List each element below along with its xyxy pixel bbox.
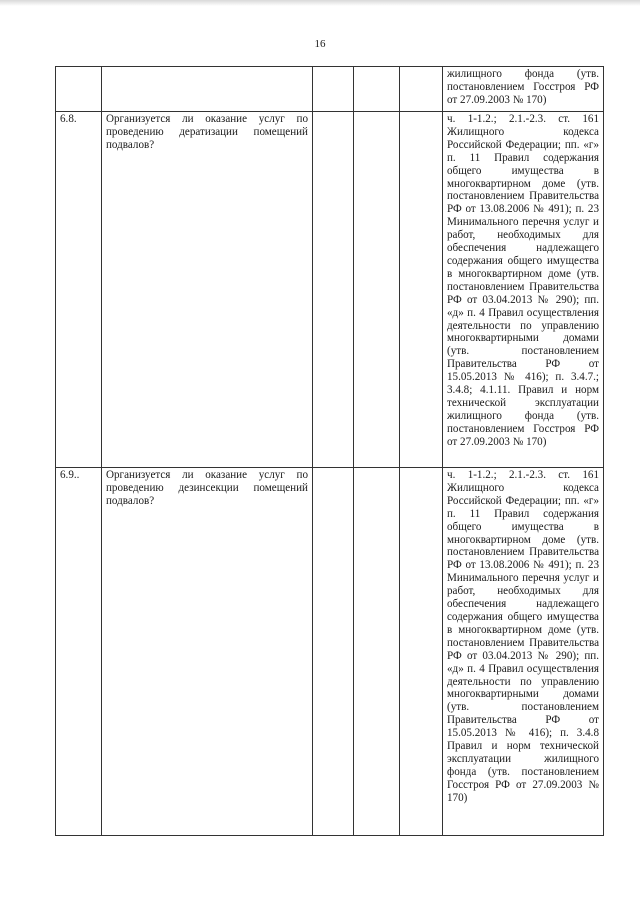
question-text: Организуется ли оказание услуг по проведению дезинсекции помещений подвалов? <box>102 468 313 836</box>
answer-yes-cell <box>313 468 354 836</box>
answer-no-cell <box>354 468 400 836</box>
item-number: 6.8. <box>56 112 102 468</box>
page-number: 16 <box>314 38 326 50</box>
answer-no-cell <box>354 112 400 468</box>
answer-yes-cell <box>313 67 354 112</box>
checklist-table <box>55 66 604 836</box>
question-text: Организуется ли оказание услуг по проведению дератизации помещений подвалов? <box>102 112 313 468</box>
legal-reference: жилищного фонда (утв. постановлением Госстроя РФ от 27.09.2003 № 170) <box>443 67 604 112</box>
legal-reference: ч. 1-1.2.; 2.1.-2.3. ст. 161 Жилищного кодекса Российской Федерации; пп. «г» п. 11 Правил содержания общего имущества в многоквартирном доме (утв. постановлением Правительства РФ от 13.08.2006 № 491); п. 23 Минимального перечня услуг и работ, необходимых для обеспечения надлежащего содержания общего имущества в многоквартирном доме (утв. постановлением Правительства РФ от 03.04.2013 № 290); пп. «д» п. 4 Правил осуществления деятельности по управлению многоквартирными домами (утв. постановлением Правительства РФ от 15.05.2013 № 416); п. 3.4.8 Правил и норм технической эксплуатации жилищного фонда (утв. постановлением Госстроя РФ от 27.09.2003 № 170) <box>443 468 604 836</box>
answer-na-cell <box>400 112 443 468</box>
scan-edge <box>0 0 640 6</box>
answer-na-cell <box>400 67 443 112</box>
answer-yes-cell <box>313 112 354 468</box>
question-text <box>102 67 313 112</box>
table-row <box>56 67 604 112</box>
table-row <box>56 112 604 468</box>
item-number <box>56 67 102 112</box>
answer-na-cell <box>400 468 443 836</box>
item-number: 6.9.. <box>56 468 102 836</box>
answer-no-cell <box>354 67 400 112</box>
legal-reference: ч. 1-1.2.; 2.1.-2.3. ст. 161 Жилищного кодекса Российской Федерации; пп. «г» п. 11 Правил содержания общего имущества в многоквартирном доме (утв. постановлением Правительства РФ от 13.08.2006 № 491); п. 23 Минимального перечня услуг и работ, необходимых для обеспечения надлежащего содержания общего имущества в многоквартирном доме (утв. постановлением Правительства РФ от 03.04.2013 № 290); пп. «д» п. 4 Правил осуществления деятельности по управлению многоквартирными домами (утв. постановлением Правительства РФ от 15.05.2013 № 416); п. 3.4.7.; 3.4.8; 4.1.11. Правил и норм технической эксплуатации жилищного фонда (утв. постановлением Госстроя РФ от 27.09.2003 № 170) <box>443 112 604 468</box>
table-row <box>56 468 604 836</box>
